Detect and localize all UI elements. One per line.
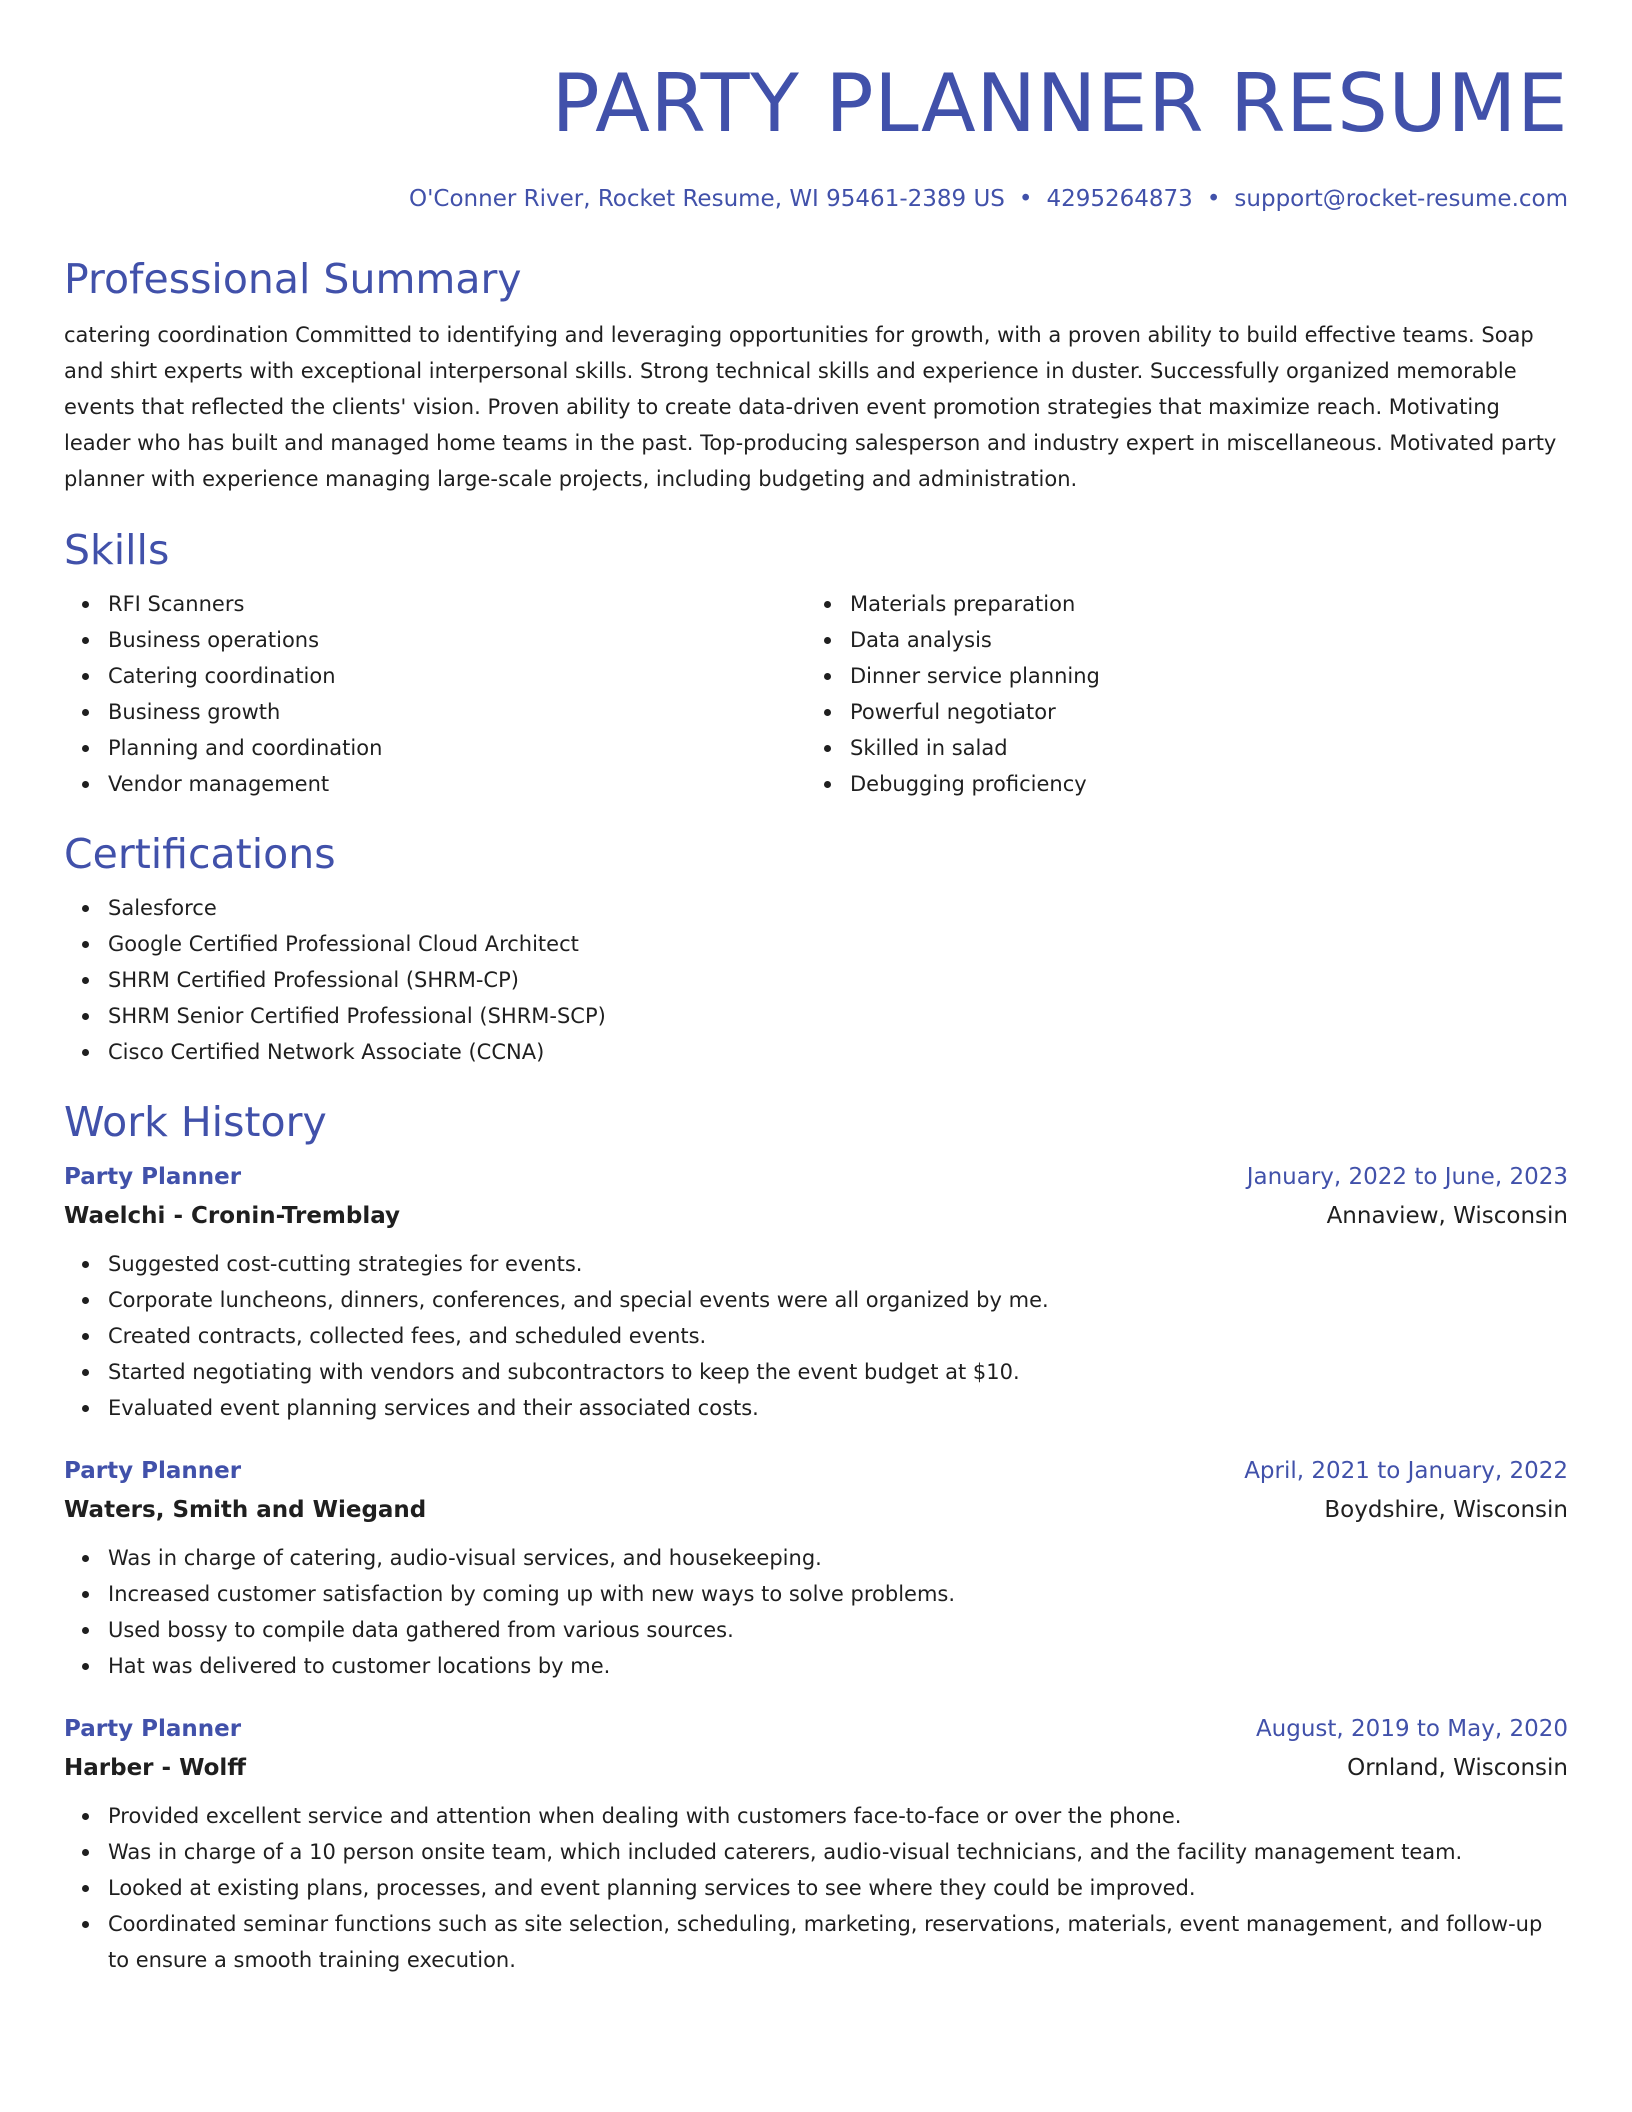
resume-title: PARTY PLANNER RESUME	[551, 57, 1568, 150]
job-header	[64, 1452, 1568, 1490]
job-dates: April, 2021 to January, 2022	[1244, 1458, 1568, 1484]
job-subheader	[64, 1748, 1568, 1788]
section-title-certifications: Certifications	[64, 830, 336, 878]
job-duty: Corporate luncheons, dinners, conferences, and special events were all organized by me.	[108, 1282, 1568, 1318]
section-title-summary: Professional Summary	[64, 255, 522, 303]
skill-item: Data analysis	[850, 622, 1548, 658]
job-duty: Provided excellent service and attention when dealing with customers face-to-face or over the phone.	[108, 1798, 1568, 1834]
job-title: Party Planner	[64, 1164, 242, 1190]
skill-item: Business growth	[108, 694, 806, 730]
contact-phone: 4295264873	[1046, 186, 1193, 212]
skill-item: Catering coordination	[108, 658, 806, 694]
job-location: Ornland, Wisconsin	[1347, 1755, 1568, 1781]
skill-item: RFI Scanners	[108, 586, 806, 622]
job-entry	[64, 1710, 1568, 1978]
skills-list-right	[806, 586, 1548, 802]
job-header	[64, 1158, 1568, 1196]
job-subheader	[64, 1196, 1568, 1236]
contact-address: O'Conner River, Rocket Resume, WI 95461-2389 US	[409, 186, 1005, 212]
skill-item: Business operations	[108, 622, 806, 658]
job-dates: August, 2019 to May, 2020	[1255, 1716, 1568, 1742]
resume-page	[64, 0, 1568, 1978]
certifications-list	[64, 890, 1568, 1070]
skills-list-left	[64, 586, 806, 802]
job-duty: Coordinated seminar functions such as site selection, scheduling, marketing, reservations, materials, event management, and follow-up to ensure a smooth training execution.	[108, 1906, 1568, 1978]
skill-item: Skilled in salad	[850, 730, 1548, 766]
job-dates: January, 2022 to June, 2023	[1246, 1164, 1568, 1190]
job-duty: Used bossy to compile data gathered from various sources.	[108, 1612, 1568, 1648]
job-title: Party Planner	[64, 1716, 242, 1742]
job-entry	[64, 1158, 1568, 1426]
job-header	[64, 1710, 1568, 1748]
skill-item: Vendor management	[108, 766, 806, 802]
contact-separator: •	[1206, 186, 1221, 212]
job-location: Boydshire, Wisconsin	[1324, 1497, 1568, 1523]
job-location: Annaview, Wisconsin	[1326, 1203, 1568, 1229]
contact-separator: •	[1018, 186, 1033, 212]
job-duties-list	[64, 1798, 1568, 1978]
summary-text: catering coordination Committed to identifying and leveraging opportunities for growth, with a proven ability to build effective teams. Soap and shirt experts with exceptional interpersonal skills. Strong technical skills and experience in duster. Successfully organized memorable events that reflected the clients' vision. Proven ability to create data-driven event promotion strategies that maximize reach. Motivating leader who has built and managed home teams in the past. Top-producing salesperson and industry expert in miscellaneous. Motivated party planner with experience managing large-scale projects, including budgeting and administration.	[64, 323, 1557, 491]
skill-item: Dinner service planning	[850, 658, 1548, 694]
skill-item: Debugging proficiency	[850, 766, 1548, 802]
job-duty: Increased customer satisfaction by coming up with new ways to solve problems.	[108, 1576, 1568, 1612]
job-duty: Looked at existing plans, processes, and event planning services to see where they could be improved.	[108, 1870, 1568, 1906]
certification-item: Salesforce	[108, 890, 1568, 926]
skill-item: Powerful negotiator	[850, 694, 1548, 730]
job-subheader	[64, 1490, 1568, 1530]
certification-item: SHRM Certified Professional (SHRM-CP)	[108, 962, 1568, 998]
contact-email[interactable]: support@rocket-resume.com	[1234, 186, 1568, 212]
job-title: Party Planner	[64, 1458, 242, 1484]
job-duty: Evaluated event planning services and their associated costs.	[108, 1390, 1568, 1426]
job-duty: Was in charge of catering, audio-visual services, and housekeeping.	[108, 1540, 1568, 1576]
job-duties-list	[64, 1540, 1568, 1684]
certification-item: SHRM Senior Certified Professional (SHRM-SCP)	[108, 998, 1568, 1034]
job-duty: Hat was delivered to customer locations by me.	[108, 1648, 1568, 1684]
job-duties-list	[64, 1246, 1568, 1426]
skill-item: Materials preparation	[850, 586, 1548, 622]
skill-item: Planning and coordination	[108, 730, 806, 766]
contact-line	[64, 184, 1568, 214]
section-title-work-history: Work History	[64, 1098, 327, 1146]
job-duty: Suggested cost-cutting strategies for events.	[108, 1246, 1568, 1282]
job-entry	[64, 1452, 1568, 1684]
section-title-skills: Skills	[64, 526, 170, 574]
job-duty: Was in charge of a 10 person onsite team, which included caterers, audio-visual technicians, and the facility management team.	[108, 1834, 1568, 1870]
certification-item: Google Certified Professional Cloud Architect	[108, 926, 1568, 962]
job-duty: Started negotiating with vendors and subcontractors to keep the event budget at $10.	[108, 1354, 1568, 1390]
job-duty: Created contracts, collected fees, and scheduled events.	[108, 1318, 1568, 1354]
skills-columns	[64, 586, 1568, 802]
job-company: Waelchi - Cronin-Tremblay	[64, 1203, 401, 1229]
job-company: Waters, Smith and Wiegand	[64, 1497, 427, 1523]
certification-item: Cisco Certified Network Associate (CCNA)	[108, 1034, 1568, 1070]
job-company: Harber - Wolff	[64, 1755, 246, 1781]
